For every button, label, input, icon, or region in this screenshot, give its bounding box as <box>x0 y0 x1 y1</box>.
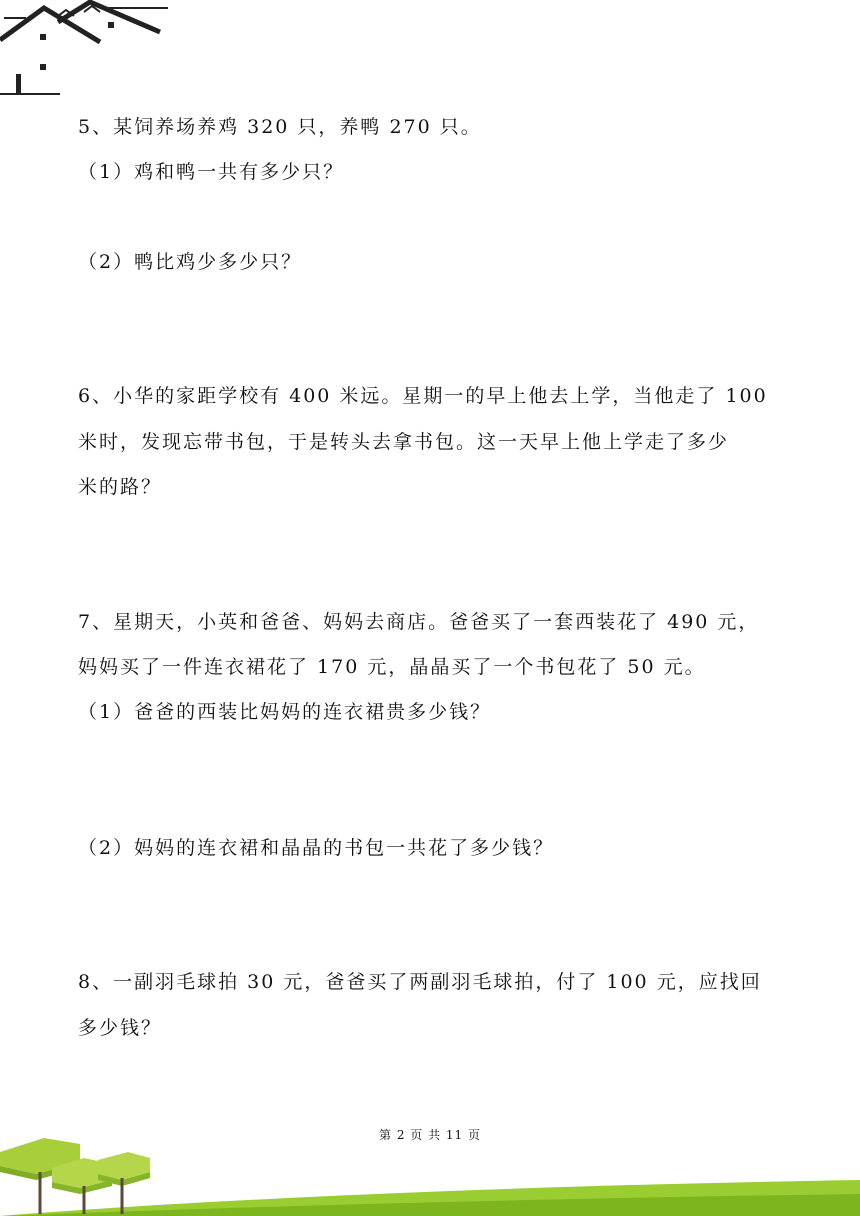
question-5-line-1: 5、某饲养场养鸡 320 只，养鸭 270 只。 <box>78 116 482 138</box>
question-7-sub-2: （2）妈妈的连衣裙和晶晶的书包一共花了多少钱？ <box>78 837 555 859</box>
question-7-sub-1: （1）爸爸的西装比妈妈的连衣裙贵多少钱？ <box>78 701 492 723</box>
question-8-line-1: 8、一副羽毛球拍 30 元，爸爸买了两副羽毛球拍，付了 100 元，应找回 <box>78 971 762 993</box>
question-8-line-2: 多少钱？ <box>78 1017 163 1039</box>
question-5-sub-2: （2）鸭比鸡少多少只？ <box>78 251 303 273</box>
houses-roof-icon <box>0 0 175 100</box>
question-6-line-2: 米时，发现忘带书包，于是转头去拿书包。这一天早上他上学走了多少 <box>78 431 730 453</box>
question-5-sub-1: （1）鸡和鸭一共有多少只？ <box>78 161 345 183</box>
question-6-line-3: 米的路？ <box>78 476 163 498</box>
question-6-line-1: 6、小华的家距学校有 400 米远。星期一的早上他去上学，当他走了 100 <box>78 385 768 407</box>
page-number: 第 2 页 共 11 页 <box>379 1128 481 1142</box>
question-7-line-2: 妈妈买了一件连衣裙花了 170 元，晶晶买了一个书包花了 50 元。 <box>78 656 706 678</box>
trees-grass-icon <box>0 1128 860 1216</box>
question-7-line-1: 7、星期天，小英和爸爸、妈妈去商店。爸爸买了一套西装花了 490 元， <box>78 611 760 633</box>
